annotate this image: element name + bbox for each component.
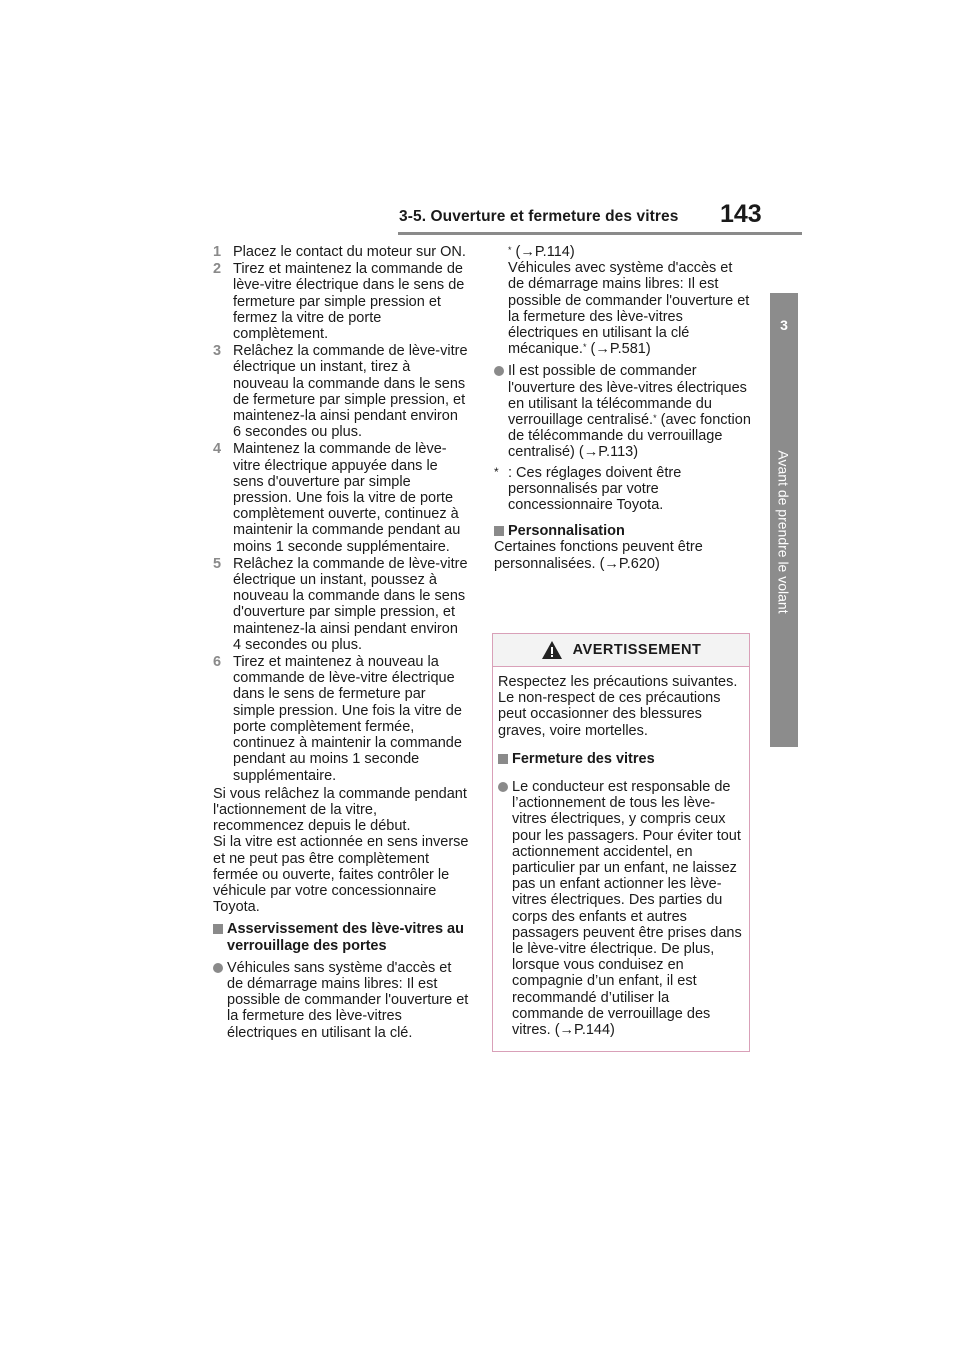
warning-title: AVERTISSEMENT — [572, 642, 702, 658]
bullet-text: Véhicules sans système d'accès et de démarrage mains libres: Il est possible de commander l'ouverture et la fermeture des lève-vitres électriques en utilisant la clé. — [227, 959, 469, 1041]
footnote-marker: * — [508, 245, 512, 255]
right-column — [494, 244, 752, 572]
page-reference[interactable]: (→P.114) — [515, 244, 575, 260]
warning-section-heading: Fermeture des vitres — [498, 751, 743, 767]
step-text: Relâchez la commande de lève-vitre électrique un instant, poussez à nouveau la commande dans le sens d'ouverture par simple pression, et maintenez-la ainsi pendant environ 4 secondes ou plus. — [233, 555, 468, 653]
bullet-text-qualifier: (avec fonction de télécommande du verrouillage centralisé) — [508, 412, 751, 461]
round-bullet-icon — [494, 366, 504, 376]
step-number: 4 — [213, 441, 222, 458]
page-reference[interactable]: (→P.113) — [578, 444, 639, 461]
release-note: Si vous relâchez la commande pendant l'actionnement de la vitre, recommencez depuis le début. — [213, 785, 467, 835]
page-number: 143 — [720, 200, 762, 228]
side-tab-number: 3 — [780, 317, 788, 333]
bullet-remote-control — [494, 363, 752, 460]
square-bullet-icon — [494, 526, 504, 536]
footnote-marker: * — [653, 413, 657, 424]
step-number: 3 — [213, 343, 222, 360]
footnote-text: : Ces réglages doivent être personnalisés par votre concessionnaire Toyota. — [508, 464, 682, 514]
side-tab-label: Avant de prendre le volant — [776, 450, 792, 614]
warning-bullet-text: Le conducteur est responsable de l’actionnement de tous les lève-vitres électriques, y compris ceux pour les passagers. Pour éviter tout actionnement accidentel, en particulier par un enfant, ne laissez pas un enfant actionner les lève-vitres électriques. Des parties du corps des enfants et autres passagers peuvent être prises dans le lève-vitre électrique. De plus, lorsque vous conduisez en compagnie d’un enfant, il est recommandé d’utiliser la commande de verrouillage des vitres. (→P.144) — [512, 779, 742, 1039]
step-5 — [213, 556, 469, 653]
header-divider — [398, 232, 802, 235]
section-heading-customization: Personnalisation — [494, 523, 752, 539]
step-text: Placez le contact du moteur sur ON. — [233, 244, 466, 260]
square-bullet-icon — [213, 924, 223, 934]
step-number: 6 — [213, 654, 222, 671]
footnote-marker: * — [582, 342, 587, 353]
warning-box — [492, 633, 750, 1052]
bullet-text-continued: Véhicules avec système d'accès et de démarrage mains libres: Il est possible de commander l'ouverture et la fermeture des lève-vitres électriques en utilisant la clé mécanique. — [508, 260, 750, 358]
warning-intro: Respectez les précautions suivantes. Le non-respect de ces précautions peut occasionner des blessures graves, voire mortelles. — [498, 674, 738, 739]
warning-bullet — [498, 779, 743, 1038]
footnote — [494, 465, 752, 514]
square-bullet-icon — [498, 754, 508, 764]
step-number: 2 — [213, 261, 222, 278]
step-2 — [213, 261, 469, 342]
step-text: Tirez et maintenez la commande de lève-vitre électrique dans le sens de fermeture par simple pression et fermez la vitre de porte complètement. — [233, 261, 465, 343]
step-6 — [213, 654, 469, 784]
round-bullet-icon — [213, 963, 223, 973]
reverse-note: Si la vitre est actionnée en sens inverse et ne peut pas être complètement fermée ou ouverte, faites contrôler le véhicule par votre concessionnaire Toyota. — [213, 834, 469, 916]
chapter-title: 3-5. Ouverture et fermeture des vitres — [399, 208, 679, 225]
step-number: 5 — [213, 555, 222, 572]
chapter-side-tab — [770, 293, 798, 747]
footnote-star: * — [494, 464, 499, 479]
warning-header — [493, 634, 749, 667]
step-1 — [213, 244, 469, 260]
bullet-text: Il est possible de commander l'ouverture des lève-vitres électriques en utilisant la télécommande du verrouillage centralisé. — [508, 363, 747, 429]
section-heading-lock: Asservissement des lève-vitres au verrouillage des portes — [213, 921, 469, 953]
step-4 — [213, 441, 469, 554]
step-text: Relâchez la commande de lève-vitre électrique un instant, tirez à nouveau la commande dans le sens de fermeture par simple pression, et maintenez-la ainsi pendant environ 6 secondes ou plus. — [233, 343, 468, 441]
warning-triangle-icon — [541, 640, 563, 660]
customization-text: Certaines fonctions peuvent être personnalisées. (→P.620) — [494, 539, 703, 572]
step-text: Maintenez la commande de lève-vitre électrique appuyée dans le sens d'ouverture par simple pression. Une fois la vitre de porte complètement ouverte, continuez à maintenir la commande pendant au moins 1 seconde supplémentaire. — [233, 441, 461, 555]
round-bullet-icon — [498, 782, 508, 792]
step-number: 1 — [213, 244, 222, 260]
page-reference[interactable]: (→P.581) — [590, 341, 651, 358]
left-column — [213, 244, 469, 1041]
step-3 — [213, 343, 469, 440]
bullet-keyless-absent — [213, 960, 469, 1041]
step-text: Tirez et maintenez à nouveau la commande de lève-vitre électrique dans le sens de fermeture par simple pression. Une fois la vitre de porte complètement fermée, continuez à maintenir la commande pendant au moins 1 seconde supplémentaire. — [233, 654, 462, 784]
